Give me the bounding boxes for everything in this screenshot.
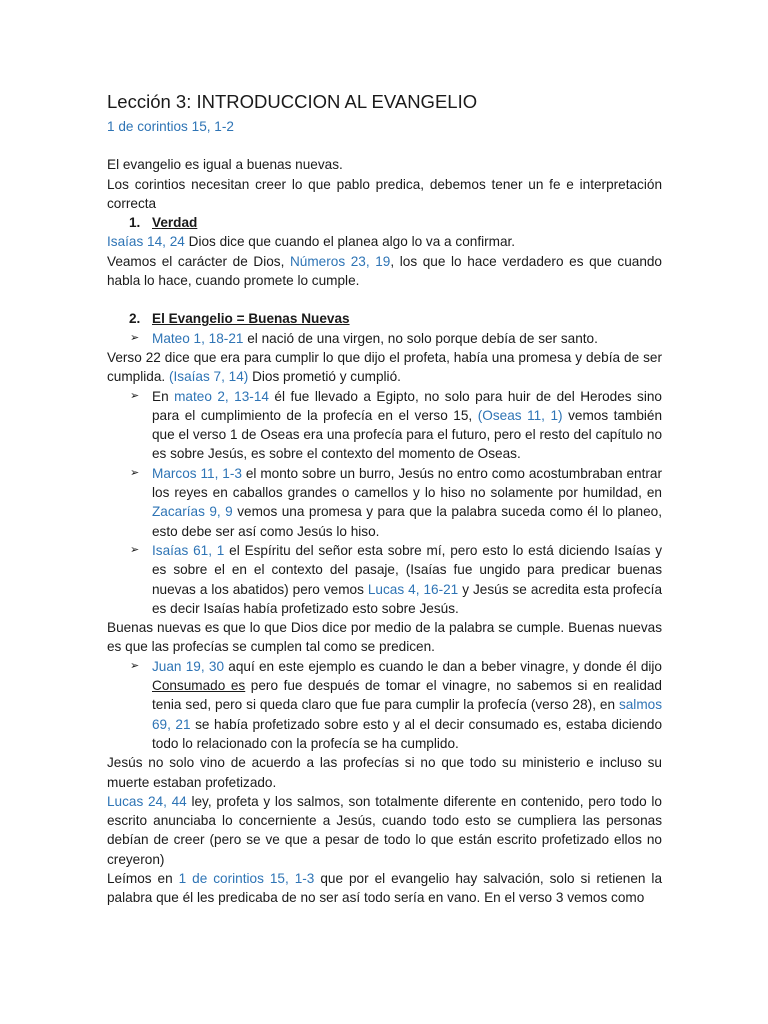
bullet-text: el monto sobre un burro, Jesús no entro como acostumbraban entrar los reyes en caballos grandes o camellos y lo hiso no solamente por humildad, en [152, 465, 662, 501]
document-page [107, 90, 662, 908]
bible-reference: Lucas 24, 44 [107, 793, 187, 809]
bullet-text: En [152, 388, 175, 404]
arrowhead-bullet-icon: ➢ [130, 331, 140, 344]
paragraph-buenas-nuevas: Buenas nuevas es que lo que Dios dice por medio de la palabra se cumple. Buenas nuevas es que las profecías se cumplen tal como se predicen. [107, 620, 662, 655]
section-1-number: 1. [129, 215, 141, 231]
bullet-text: se había profetizado sobre esto y al el decir consumado es, estaba diciendo todo lo relacionado con la profecía se ha cumplido. [152, 716, 662, 751]
arrowhead-bullet-icon: ➢ [130, 466, 140, 479]
arrowhead-bullet-icon: ➢ [130, 543, 140, 556]
section-1-paragraph-1 [107, 232, 662, 251]
bullet-text: aquí en este ejemplo es cuando le dan a beber vinagre, y donde él dijo [224, 658, 662, 674]
bullet-text: el Espíritu del señor esta sobre mí, pero esto lo está diciendo Isaías y es sobre el en el contexto del pasaje, (Isaías fue ungido para predicar buenas nuevas a los abatidos) pero vemos [152, 542, 663, 597]
bullet-item-1 [107, 329, 662, 348]
bible-reference: Mateo 1, 18-21 [152, 330, 244, 346]
bible-reference: (Oseas 11, 1) [477, 407, 563, 423]
paragraph-text: que por el evangelio hay salvación, solo si retienen la palabra que él les predicaba de no ser así todo sería en vano. En el verso 3 vemos como [107, 870, 662, 906]
intro-line-1: El evangelio es igual a buenas nuevas. [107, 157, 343, 173]
arrowhead-bullet-icon: ➢ [130, 389, 140, 402]
paragraph-verso-22 [107, 348, 662, 387]
bullet-item-4 [107, 541, 662, 618]
bullet-text: vemos también que el verso 1 de Oseas era una profecía para el futuro, pero el resto del capítulo no es sobre Jesús, es sobre el contexto del momento de Oseas. [152, 407, 663, 462]
bible-reference: mateo 2, 13-14 [174, 388, 269, 404]
paragraph-text: ley, profeta y los salmos, son totalmente diferente en contenido, pero todo lo escrito anunciaba lo concerniente a Jesús, cuando todo esto se cumpliera las personas debían de creer (pero se ve que a pesar de todo lo que están escrito profetizado ellos no creyeron) [107, 793, 662, 867]
subtitle-reference: 1 de corintios 15, 1-2 [107, 119, 234, 134]
paragraph-text: Leímos en [107, 870, 179, 886]
spacer [107, 136, 662, 155]
bullet-item-5 [107, 657, 662, 753]
bible-reference: Isaías 61, 1 [152, 542, 225, 558]
lesson-title: Lección 3: INTRODUCCION AL EVANGELIO [107, 91, 478, 112]
underlined-phrase: Consumado es [152, 678, 246, 694]
bullet-text: el nació de una virgen, no solo porque debía de ser santo. [243, 330, 598, 346]
paragraph-text: Dios dice que cuando el planea algo lo va a confirmar. [184, 234, 516, 250]
bible-reference: Juan 19, 30 [152, 658, 225, 674]
spacer [107, 290, 662, 309]
bullet-text: él fue llevado a Egipto, no solo para huir de del Herodes sino para el cumplimiento de la profecía en el verso 15, [152, 388, 662, 423]
paragraph-text: Veamos el carácter de Dios, [107, 253, 290, 269]
bible-reference: 1 de corintios 15, 1-3 [178, 870, 315, 886]
bible-reference: (Isaías 7, 14) [168, 369, 249, 385]
intro-line-2: Los corintios necesitan creer lo que pablo predica, debemos tener un fe e interpretación correcta [107, 176, 662, 211]
paragraph-text: , los que lo hace verdadero es que cuando habla lo hace, cuando promete lo cumple. [107, 253, 662, 289]
bible-reference: Números 23, 19 [289, 253, 391, 269]
bible-reference: Lucas 4, 16-21 [367, 581, 459, 597]
paragraph-lucas [107, 792, 662, 869]
section-1-title: Verdad [152, 215, 198, 231]
paragraph-text: Verso 22 dice que era para cumplir lo que dijo el profeta, había una promesa y debía de ser cumplida. [107, 349, 662, 385]
paragraph-leimos [107, 869, 662, 908]
paragraph-jesus: Jesús no solo vino de acuerdo a las profecías si no que todo su ministerio e incluso su muerte estaban profetizado. [107, 755, 662, 790]
arrowhead-bullet-icon: ➢ [130, 659, 140, 672]
section-2-heading [129, 309, 662, 328]
section-1-heading [129, 213, 662, 232]
section-2-title: El Evangelio = Buenas Nuevas [152, 311, 350, 327]
bullet-text: vemos una promesa y para que la palabra suceda como él lo planeo, esto debe ser así como Jesús lo hiso. [152, 504, 662, 539]
bullet-item-3 [107, 464, 662, 541]
bible-reference: salmos 69, 21 [152, 697, 662, 732]
section-2-number: 2. [129, 311, 141, 327]
bible-reference: Zacarías 9, 9 [152, 504, 233, 520]
paragraph-text: Dios prometió y cumplió. [248, 369, 401, 385]
bullet-text: y Jesús se acredita esta profecía es decir Isaías había profetizado esto sobre Jesús. [152, 581, 662, 616]
bullet-text: pero fue después de tomar el vinagre, no sabemos si en realidad tenia sed, pero si queda claro que fue para cumplir la profecía (verso 28), en [152, 678, 662, 713]
section-1-paragraph-2 [107, 252, 662, 291]
bible-reference: Isaías 14, 24 [107, 234, 185, 250]
bullet-item-2 [107, 387, 662, 464]
bible-reference: Marcos 11, 1-3 [152, 465, 242, 481]
